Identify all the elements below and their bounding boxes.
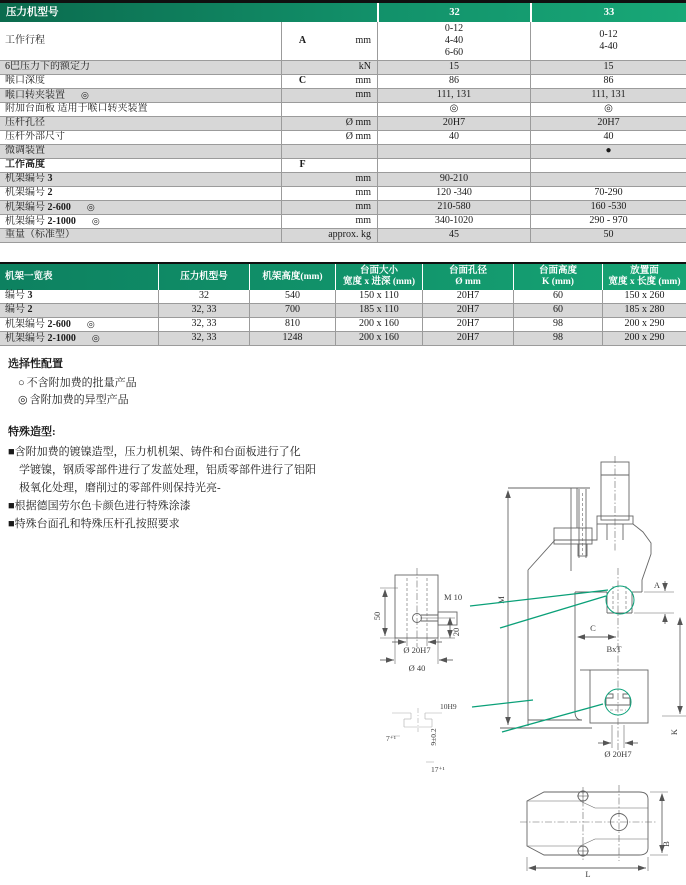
surcharge-marker: ◎	[86, 202, 95, 212]
row-label: 压杆孔径	[5, 117, 45, 128]
row-label: 喉口深度	[5, 75, 45, 86]
table-row: 压杆孔径 Ø mm 20H7 20H7	[0, 117, 686, 131]
table-row: 编号 3 32 540 150 x 110 20H7 60 150 x 260	[0, 290, 686, 304]
table-row: 机架编号 2 mm 120 -340 70-290	[0, 187, 686, 201]
slot-label-10h9: 10H9	[440, 702, 457, 711]
table-row: 机架编号 2-1000 ◎ mm 340-1020 290 - 970	[0, 215, 686, 229]
row-label: 机架编号	[5, 216, 48, 227]
surcharge-marker: ◎	[91, 216, 100, 226]
table-row: 工作高度 F	[0, 159, 686, 173]
surcharge-marker: ◎	[91, 333, 100, 343]
bullet-line: 极氧化处理，磨削过的零部件则保持光亮-	[19, 482, 221, 494]
row-label: 6巴压力下的额定力	[5, 61, 90, 72]
section-heading: 特殊造型:	[8, 426, 56, 438]
dim-label-bore-detail: Ø 20H7	[403, 645, 431, 655]
dim-label-l: L	[585, 869, 591, 879]
row-label: 机架编号	[5, 202, 48, 213]
base-plate-view	[520, 785, 668, 871]
table-row: 机架编号 2-1000 ◎ 32, 33 1248 200 x 160 20H7 98 200 x 290	[0, 332, 686, 346]
dim-label-c: C	[590, 623, 596, 633]
dim-label-k: K	[669, 728, 679, 736]
model-33-header: 33	[530, 3, 686, 22]
bullet-line: 学镀镍，钢质零部件进行了发蓝处理，铝质零部件进行了铝阳	[19, 464, 316, 476]
press-side-view	[500, 456, 686, 752]
row-value-33: 0-12 4-40	[530, 22, 686, 60]
table-row: 6巴压力下的额定力 kN 15 15	[0, 61, 686, 75]
table-row: 喉口深度 C mm 86 86	[0, 75, 686, 89]
table-row: 机架编号 3 mm 90-210	[0, 173, 686, 187]
table-row	[0, 22, 686, 61]
model-32-header: 32	[377, 3, 530, 22]
circle-icon: ○	[18, 377, 25, 389]
row-label: 附加台面板 适用于喉口转夹装置	[5, 103, 148, 114]
double-circle-icon: ◎	[18, 394, 28, 406]
thread-label-m10: M 10	[444, 592, 463, 602]
bullet-line: ■含附加费的镀镍造型，压力机机架、铸件和台面板进行了化	[8, 446, 301, 458]
table-row: 喉口转夹装置 ◎ mm 111, 131 111, 131	[0, 89, 686, 103]
leader-lines	[470, 586, 634, 732]
slot-dim-17: 17⁺¹	[431, 765, 445, 774]
slot-dim-9: 9±0.2	[429, 728, 438, 746]
bullet-line: ■根据德国劳尔色卡颜色进行特殊涂漆	[8, 500, 191, 512]
table-row: 附加台面板 适用于喉口转夹装置 ◎ ◎	[0, 103, 686, 117]
frame-overview-table	[0, 262, 686, 346]
table-row: 压杆外部尺寸 Ø mm 40 40	[0, 131, 686, 145]
frame-overview-header: 机架一览表 压力机型号 机架高度(mm) 台面大小 宽度 x 进深 (mm) 台面孔径 Ø mm 台面高度 K (mm) 放置面 宽度 x 长度 (mm)	[0, 264, 686, 290]
press-spec-header	[0, 3, 686, 22]
ram-highlight-circle	[606, 586, 634, 614]
table-row: 重量（标准型） approx. kg 45 50	[0, 229, 686, 243]
row-label: 喉口转夹装置	[5, 90, 65, 101]
row-label: 工作高度	[5, 159, 45, 170]
row-unit: mm	[355, 35, 371, 46]
row-label: 机架编号	[5, 187, 48, 198]
surcharge-marker: ◎	[86, 319, 95, 329]
row-value-32: 0-12 4-40 6-60	[377, 22, 530, 60]
press-spec-table	[0, 0, 686, 243]
dim-label-50: 50	[372, 611, 382, 621]
technical-drawing	[330, 440, 686, 885]
row-label: 工作行程	[5, 35, 45, 46]
surcharge-marker: ◎	[81, 90, 89, 100]
row-label: 微调装置	[5, 145, 45, 156]
slot-dim-7: 7⁺¹	[386, 734, 396, 743]
frame-table-title: 机架一览表	[5, 271, 53, 282]
section-heading: 选择性配置	[8, 358, 63, 370]
option-item: ◎ 含附加费的异型产品	[18, 394, 129, 406]
row-label: 重量（标准型）	[5, 229, 75, 240]
dim-label-b: B	[661, 841, 671, 847]
optional-config-section	[8, 355, 137, 409]
row-label: 压杆外部尺寸	[5, 131, 65, 142]
table-row: 机架编号 2-600 ◎ 32, 33 810 200 x 160 20H7 98 200 x 290	[0, 318, 686, 332]
dim-label-dia40: Ø 40	[408, 663, 426, 673]
row-label: 机架编号	[5, 173, 48, 184]
press-spec-title: 压力机型号	[6, 7, 59, 18]
dim-label-a: A	[653, 580, 661, 590]
dim-label-table-bore: Ø 20H7	[604, 749, 632, 759]
table-row: 微调装置 ●	[0, 145, 686, 159]
dim-label-bxt: BxT	[606, 644, 622, 654]
dim-label-m: M	[496, 596, 506, 604]
table-row: 机架编号 2-600 ◎ mm 210-580 160 -530	[0, 201, 686, 215]
dim-label-20: 20	[451, 627, 461, 637]
row-letter: A	[281, 22, 323, 60]
special-designs-section	[8, 423, 316, 533]
option-item: ○ 不含附加费的批量产品	[18, 377, 137, 389]
bullet-line: ■特殊台面孔和特殊压杆孔按照要求	[8, 518, 180, 530]
table-row: 编号 2 32, 33 700 185 x 110 20H7 60 185 x 280	[0, 304, 686, 318]
